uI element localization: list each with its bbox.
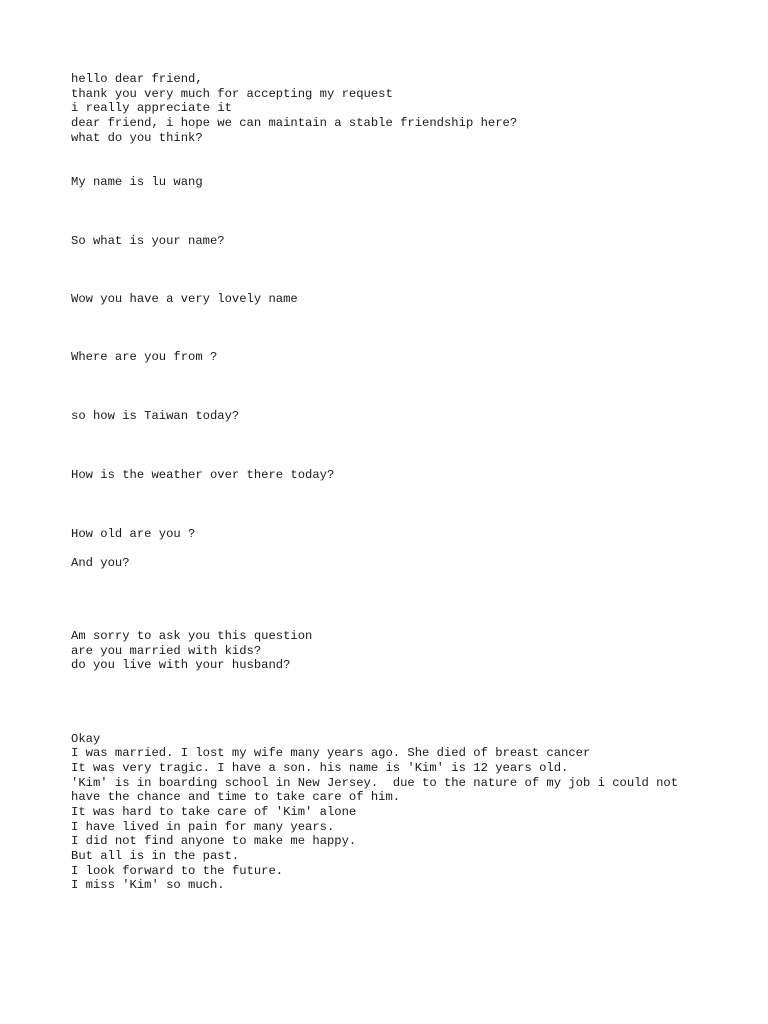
text-line: Okay (71, 732, 101, 746)
text-line: I was married. I lost my wife many years ago. She died of breast cancer (71, 746, 591, 760)
text-line: So what is your name? (71, 234, 225, 248)
text-line: How is the weather over there today? (71, 468, 335, 482)
text-line: How old are you ? (71, 527, 196, 541)
text-line: are you married with kids? (71, 644, 262, 658)
text-line: But all is in the past. (71, 849, 240, 863)
text-line: It was very tragic. I have a son. his name is 'Kim' is 12 years old. (71, 761, 569, 775)
text-line: I look forward to the future. (71, 864, 284, 878)
text-line: Where are you from ? (71, 350, 218, 364)
text-line: so how is Taiwan today? (71, 409, 240, 423)
text-line: Wow you have a very lovely name (71, 292, 298, 306)
text-line: Am sorry to ask you this question (71, 629, 313, 643)
text-line: My name is lu wang (71, 175, 203, 189)
text-line: I miss 'Kim' so much. (71, 878, 225, 892)
text-line: It was hard to take care of 'Kim' alone (71, 805, 357, 819)
text-line: what do you think? (71, 131, 203, 145)
text-line: And you? (71, 556, 130, 570)
text-line: do you live with your husband? (71, 658, 291, 672)
text-line: have the chance and time to take care of him. (71, 790, 401, 804)
text-line: 'Kim' is in boarding school in New Jersey. due to the nature of my job i could not (71, 776, 679, 790)
text-line: I did not find anyone to make me happy. (71, 834, 357, 848)
text-line: i really appreciate it (71, 101, 232, 115)
text-line: thank you very much for accepting my request (71, 87, 393, 101)
text-line: hello dear friend, (71, 72, 203, 86)
text-line: dear friend, i hope we can maintain a stable friendship here? (71, 116, 518, 130)
text-line: I have lived in pain for many years. (71, 820, 335, 834)
